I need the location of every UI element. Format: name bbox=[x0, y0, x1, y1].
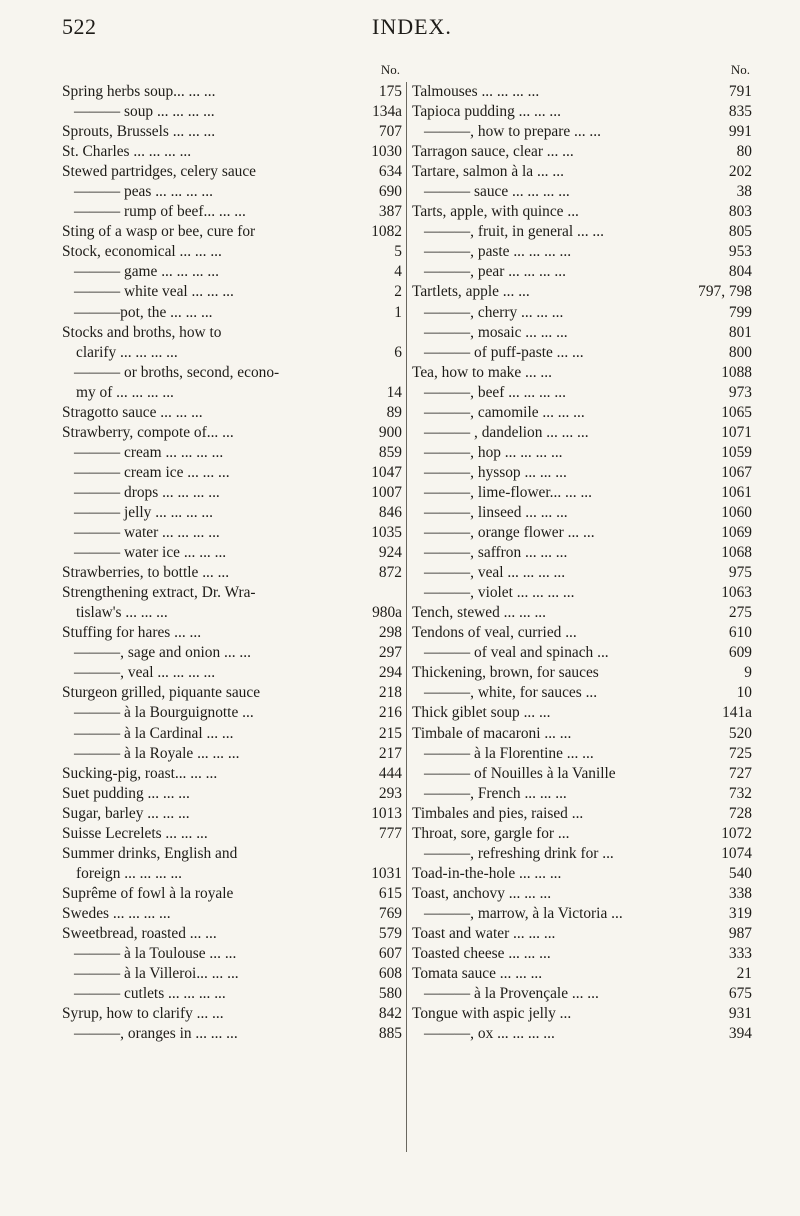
index-entry bbox=[412, 443, 752, 463]
index-entry bbox=[62, 182, 402, 202]
entry-term: ——— peas ... ... ... ... bbox=[74, 183, 213, 201]
entry-number: 298 bbox=[378, 624, 402, 642]
index-entry bbox=[62, 343, 402, 363]
entry-number: 1060 bbox=[721, 503, 752, 521]
entry-term: ——— rump of beef... ... ... bbox=[74, 203, 246, 221]
entry-number: 4 bbox=[394, 263, 402, 281]
entry-term: ———, mosaic ... ... ... bbox=[424, 323, 568, 341]
entry-number: 5 bbox=[394, 243, 402, 261]
index-entry bbox=[62, 82, 402, 102]
entry-term: Suprême of fowl à la royale bbox=[62, 884, 234, 902]
entry-term: Stocks and broths, how to bbox=[62, 323, 222, 341]
entry-term: ——— drops ... ... ... ... bbox=[74, 483, 220, 501]
entry-term: ——— à la Toulouse ... ... bbox=[74, 945, 237, 963]
entry-number: 1030 bbox=[371, 143, 402, 161]
entry-term: ——— cream ... ... ... ... bbox=[74, 443, 224, 461]
index-entry bbox=[412, 663, 752, 683]
entry-term: ——— water ... ... ... ... bbox=[74, 524, 220, 542]
index-entry bbox=[62, 663, 402, 683]
entry-term: Sweetbread, roasted ... ... bbox=[62, 924, 217, 942]
entry-term: ——— à la Villeroi... ... ... bbox=[74, 965, 239, 983]
entry-number: 987 bbox=[728, 924, 752, 942]
entry-number: 2 bbox=[394, 283, 402, 301]
entry-term: Strengthening extract, Dr. Wra- bbox=[62, 584, 256, 602]
entry-number: 791 bbox=[728, 83, 752, 100]
index-entry bbox=[412, 282, 752, 302]
entry-term: Timbales and pies, raised ... bbox=[412, 804, 584, 822]
entry-number: 297 bbox=[378, 644, 402, 662]
index-entry bbox=[62, 303, 402, 323]
entry-number: 608 bbox=[378, 965, 402, 983]
entry-term: ——— water ice ... ... ... bbox=[74, 544, 227, 562]
index-entry bbox=[62, 964, 402, 984]
entry-number: 540 bbox=[728, 864, 752, 882]
index-entry bbox=[412, 323, 752, 343]
entry-term: ———, veal ... ... ... ... bbox=[424, 564, 566, 582]
entry-term: Tongue with aspic jelly ... bbox=[412, 1005, 572, 1023]
entry-term: ———, French ... ... ... bbox=[424, 784, 567, 802]
index-entry bbox=[412, 964, 752, 984]
index-entry bbox=[412, 643, 752, 663]
entry-term: ——— à la Royale ... ... ... bbox=[74, 744, 240, 762]
entry-term: Tea, how to make ... ... bbox=[412, 363, 552, 381]
entry-term: ——— cream ice ... ... ... bbox=[74, 463, 230, 481]
index-entry bbox=[412, 563, 752, 583]
entry-term: ———pot, the ... ... ... bbox=[74, 303, 213, 321]
entry-number: 803 bbox=[728, 203, 752, 221]
index-entry bbox=[62, 383, 402, 403]
entry-term: Swedes ... ... ... ... bbox=[62, 904, 171, 922]
entry-term: Sturgeon grilled, piquante sauce bbox=[62, 684, 261, 702]
entry-term: ———, how to prepare ... ... bbox=[424, 123, 601, 141]
entry-term: ———, ox ... ... ... ... bbox=[424, 1025, 555, 1043]
entry-number: 615 bbox=[378, 884, 402, 902]
index-entry bbox=[62, 724, 402, 744]
page-number: 522 bbox=[62, 14, 97, 39]
entry-number: 1035 bbox=[371, 524, 402, 542]
entry-number: 804 bbox=[728, 263, 752, 281]
entry-term: Throat, sore, gargle for ... bbox=[412, 824, 570, 842]
entry-term: Sucking-pig, roast... ... ... bbox=[62, 764, 218, 782]
index-entry bbox=[62, 603, 402, 623]
entry-number: 728 bbox=[728, 804, 752, 822]
entry-number: 1031 bbox=[371, 864, 402, 882]
entry-term: ———, hop ... ... ... ... bbox=[424, 443, 563, 461]
entry-number: 924 bbox=[378, 544, 402, 562]
index-entry bbox=[412, 423, 752, 443]
entry-number: 294 bbox=[378, 664, 402, 682]
entry-term: ——— cutlets ... ... ... ... bbox=[74, 985, 226, 1003]
entry-term: Toast, anchovy ... ... ... bbox=[412, 884, 552, 902]
entry-number: 394 bbox=[728, 1025, 752, 1043]
entry-number: 1082 bbox=[371, 223, 402, 241]
entry-term: ——— à la Cardinal ... ... bbox=[74, 724, 234, 742]
entry-number: 275 bbox=[728, 604, 752, 622]
entry-term: ———, veal ... ... ... ... bbox=[74, 664, 216, 682]
index-entry bbox=[412, 683, 752, 703]
entry-number: 634 bbox=[378, 163, 402, 181]
entry-number: 218 bbox=[378, 684, 402, 702]
entry-number: 707 bbox=[378, 123, 402, 141]
entry-number: 333 bbox=[728, 945, 752, 963]
entry-number: 799 bbox=[728, 303, 752, 321]
entry-term: ———, cherry ... ... ... bbox=[424, 303, 564, 321]
entry-term: foreign ... ... ... ... bbox=[76, 864, 183, 882]
entry-number: 38 bbox=[736, 183, 752, 201]
index-entry bbox=[62, 764, 402, 784]
entry-term: Tarts, apple, with quince ... bbox=[412, 203, 579, 221]
entry-number: 931 bbox=[728, 1005, 752, 1023]
entry-number: 444 bbox=[378, 764, 402, 782]
entry-term: Summer drinks, English and bbox=[62, 844, 238, 862]
entry-term: ——— jelly ... ... ... ... bbox=[74, 503, 213, 521]
entry-term: St. Charles ... ... ... ... bbox=[62, 143, 192, 161]
entry-term: Tapioca pudding ... ... ... bbox=[412, 103, 561, 121]
entry-number: 727 bbox=[728, 764, 752, 782]
entry-number: 1 bbox=[394, 303, 402, 321]
index-entry bbox=[412, 804, 752, 824]
entry-term: ———, white, for sauces ... bbox=[424, 684, 598, 702]
entry-number: 872 bbox=[378, 564, 402, 582]
entry-term: ——— of Nouilles à la Vanille bbox=[424, 764, 616, 782]
entry-term: ———, saffron ... ... ... bbox=[424, 544, 568, 562]
entry-number: 1065 bbox=[721, 403, 752, 421]
entry-term: Sting of a wasp or bee, cure for bbox=[62, 223, 256, 241]
entry-term: ———, fruit, in general ... ... bbox=[424, 223, 604, 241]
entry-term: Sugar, barley ... ... ... bbox=[62, 804, 190, 822]
entry-number: 10 bbox=[736, 684, 752, 702]
entry-term: ——— game ... ... ... ... bbox=[74, 263, 219, 281]
index-entry bbox=[62, 844, 402, 864]
index-column-left bbox=[62, 62, 402, 1044]
index-entry bbox=[62, 202, 402, 222]
index-entry bbox=[412, 583, 752, 603]
column-divider bbox=[406, 82, 407, 1152]
index-entry bbox=[62, 403, 402, 423]
entry-number: 319 bbox=[728, 904, 752, 922]
entry-number: 1072 bbox=[721, 824, 752, 842]
index-entry bbox=[412, 363, 752, 383]
index-entry bbox=[412, 162, 752, 182]
entry-term: Tendons of veal, curried ... bbox=[412, 624, 577, 642]
index-entry bbox=[62, 623, 402, 643]
entry-term: ——— sauce ... ... ... ... bbox=[424, 183, 570, 201]
index-entry bbox=[62, 784, 402, 804]
entry-term: tislaw's ... ... ... bbox=[76, 604, 168, 622]
index-entry bbox=[412, 623, 752, 643]
index-entry bbox=[62, 924, 402, 944]
entry-number: 21 bbox=[736, 965, 752, 983]
index-entry bbox=[412, 944, 752, 964]
entry-number: 6 bbox=[394, 343, 402, 361]
entry-number: 769 bbox=[378, 904, 402, 922]
entry-number: 338 bbox=[728, 884, 752, 902]
entry-number: 1047 bbox=[371, 463, 402, 481]
index-entry bbox=[62, 483, 402, 503]
entry-term: ———, linseed ... ... ... bbox=[424, 503, 568, 521]
index-entry bbox=[62, 363, 402, 383]
index-entry bbox=[412, 824, 752, 844]
entry-number: 900 bbox=[378, 423, 402, 441]
index-entry bbox=[62, 523, 402, 543]
index-entry bbox=[412, 222, 752, 242]
entry-term: ——— of veal and spinach ... bbox=[424, 644, 609, 662]
entry-number: 9 bbox=[744, 664, 752, 682]
entry-number: 805 bbox=[728, 223, 752, 241]
index-entry bbox=[62, 904, 402, 924]
index-entry bbox=[62, 1024, 402, 1044]
entry-term: Thickening, brown, for sauces bbox=[412, 664, 599, 682]
entry-term: Thick giblet soup ... ... bbox=[412, 704, 551, 722]
running-head: INDEX. bbox=[372, 14, 452, 39]
entry-number: 953 bbox=[728, 243, 752, 261]
index-column-right bbox=[412, 62, 752, 1044]
entry-term: ———, refreshing drink for ... bbox=[424, 844, 614, 862]
entry-number: 134a bbox=[372, 103, 402, 121]
entry-term: my of ... ... ... ... bbox=[76, 383, 174, 401]
entry-term: ———, violet ... ... ... ... bbox=[424, 584, 575, 602]
entry-number: 1068 bbox=[721, 544, 752, 562]
entry-number: 835 bbox=[728, 103, 752, 121]
index-entry bbox=[62, 703, 402, 723]
entry-number: 607 bbox=[378, 945, 402, 963]
entry-term: ———, pear ... ... ... ... bbox=[424, 263, 566, 281]
entry-number: 387 bbox=[378, 203, 402, 221]
entry-number: 777 bbox=[378, 824, 402, 842]
entry-term: Tartlets, apple ... ... bbox=[412, 283, 530, 301]
index-entry bbox=[412, 82, 752, 102]
index-entry bbox=[62, 463, 402, 483]
entry-term: ———, orange flower ... ... bbox=[424, 524, 595, 542]
entry-term: Strawberries, to bottle ... ... bbox=[62, 564, 230, 582]
index-entry bbox=[62, 683, 402, 703]
index-entry bbox=[412, 403, 752, 423]
entry-number: 216 bbox=[378, 704, 402, 722]
entry-term: ——— soup ... ... ... ... bbox=[74, 103, 215, 121]
entry-number: 991 bbox=[728, 123, 752, 141]
entry-term: Sprouts, Brussels ... ... ... bbox=[62, 123, 216, 141]
entry-number: 215 bbox=[378, 724, 402, 742]
index-entry bbox=[62, 443, 402, 463]
entry-term: Tarragon sauce, clear ... ... bbox=[412, 143, 574, 161]
entry-term: Stock, economical ... ... ... bbox=[62, 243, 222, 261]
entry-number: 609 bbox=[728, 644, 752, 662]
entry-term: ——— or broths, second, econo- bbox=[74, 363, 280, 381]
index-entry bbox=[412, 303, 752, 323]
entry-number: 293 bbox=[378, 784, 402, 802]
index-entry bbox=[62, 824, 402, 844]
index-entry bbox=[62, 944, 402, 964]
entry-number: 1007 bbox=[371, 483, 402, 501]
entry-term: Stewed partridges, celery sauce bbox=[62, 163, 257, 181]
entry-number: 14 bbox=[386, 383, 402, 401]
entry-number: 973 bbox=[728, 383, 752, 401]
entry-number: 801 bbox=[728, 323, 752, 341]
index-entry bbox=[412, 182, 752, 202]
index-entry bbox=[62, 242, 402, 262]
entry-number: 1088 bbox=[721, 363, 752, 381]
entry-number: 732 bbox=[728, 784, 752, 802]
entry-term: Stuffing for hares ... ... bbox=[62, 624, 202, 642]
entry-term: Syrup, how to clarify ... ... bbox=[62, 1005, 224, 1023]
entry-term: ——— à la Florentine ... ... bbox=[424, 744, 594, 762]
index-entry bbox=[412, 202, 752, 222]
index-entry bbox=[412, 844, 752, 864]
entry-number: 975 bbox=[728, 564, 752, 582]
entry-number: 141a bbox=[722, 704, 752, 722]
entry-term: Toasted cheese ... ... ... bbox=[412, 945, 551, 963]
entry-number: 859 bbox=[378, 443, 402, 461]
index-entry bbox=[412, 383, 752, 403]
index-entry bbox=[412, 262, 752, 282]
entry-number: 797, 798 bbox=[698, 283, 752, 301]
entry-number: 1067 bbox=[721, 463, 752, 481]
entry-number: 610 bbox=[728, 624, 752, 642]
index-entry bbox=[412, 924, 752, 944]
index-entry bbox=[412, 122, 752, 142]
entry-term: ——— à la Bourguignotte ... bbox=[74, 704, 254, 722]
entry-term: ———, camomile ... ... ... bbox=[424, 403, 585, 421]
entry-number: 800 bbox=[728, 343, 752, 361]
index-entry bbox=[412, 102, 752, 122]
entry-number: 1074 bbox=[721, 844, 752, 862]
index-entry bbox=[62, 102, 402, 122]
index-entry bbox=[412, 543, 752, 563]
entry-number: 520 bbox=[728, 724, 752, 742]
index-entry bbox=[62, 563, 402, 583]
index-entry bbox=[62, 864, 402, 884]
entry-number: 1059 bbox=[721, 443, 752, 461]
index-entry bbox=[62, 162, 402, 182]
index-entry bbox=[62, 262, 402, 282]
entry-number: 725 bbox=[728, 744, 752, 762]
index-entry bbox=[412, 864, 752, 884]
entry-number: 217 bbox=[378, 744, 402, 762]
entry-term: Tartare, salmon à la ... ... bbox=[412, 163, 564, 181]
index-entry bbox=[62, 282, 402, 302]
entry-term: ——— white veal ... ... ... bbox=[74, 283, 234, 301]
entry-number: 846 bbox=[378, 503, 402, 521]
entry-term: Suet pudding ... ... ... bbox=[62, 784, 190, 802]
index-entry bbox=[62, 423, 402, 443]
entry-term: Stragotto sauce ... ... ... bbox=[62, 403, 203, 421]
entry-term: ——— , dandelion ... ... ... bbox=[424, 423, 589, 441]
index-entry bbox=[412, 483, 752, 503]
entry-number: 675 bbox=[728, 985, 752, 1003]
index-entry bbox=[412, 884, 752, 904]
entry-number: 175 bbox=[378, 83, 402, 100]
index-entry bbox=[62, 323, 402, 343]
entry-number: 89 bbox=[386, 403, 402, 421]
index-entry bbox=[412, 703, 752, 723]
index-entry bbox=[412, 343, 752, 363]
index-entry bbox=[62, 744, 402, 764]
index-entry bbox=[412, 242, 752, 262]
column-header-no: No. bbox=[380, 62, 400, 77]
entry-number: 1071 bbox=[721, 423, 752, 441]
index-entry bbox=[412, 984, 752, 1004]
index-entry bbox=[412, 603, 752, 623]
entry-term: ———, sage and onion ... ... bbox=[74, 644, 251, 662]
entry-term: Suisse Lecrelets ... ... ... bbox=[62, 824, 208, 842]
index-entry bbox=[412, 142, 752, 162]
index-entry bbox=[62, 643, 402, 663]
index-entry bbox=[62, 122, 402, 142]
index-entry bbox=[412, 503, 752, 523]
entry-term: Spring herbs soup... ... ... bbox=[62, 83, 216, 100]
index-entry bbox=[62, 142, 402, 162]
entry-number: 690 bbox=[378, 183, 402, 201]
index-entry bbox=[62, 222, 402, 242]
entry-term: ———, paste ... ... ... ... bbox=[424, 243, 572, 261]
index-entry bbox=[412, 784, 752, 804]
entry-term: ———, marrow, à la Victoria ... bbox=[424, 904, 623, 922]
entry-term: clarify ... ... ... ... bbox=[76, 343, 178, 361]
entry-number: 1061 bbox=[721, 483, 752, 501]
column-header-no: No. bbox=[730, 62, 750, 77]
entry-number: 1069 bbox=[721, 524, 752, 542]
entry-number: 202 bbox=[728, 163, 752, 181]
entry-term: Timbale of macaroni ... ... bbox=[412, 724, 572, 742]
entry-number: 842 bbox=[378, 1005, 402, 1023]
index-entry bbox=[62, 884, 402, 904]
entry-number: 80 bbox=[736, 143, 752, 161]
index-entry bbox=[412, 1024, 752, 1044]
index-entry bbox=[62, 1004, 402, 1024]
entry-number: 580 bbox=[378, 985, 402, 1003]
entry-number: 980a bbox=[372, 604, 402, 622]
index-entry bbox=[62, 804, 402, 824]
entry-term: ——— of puff-paste ... ... bbox=[424, 343, 584, 361]
index-entry bbox=[412, 463, 752, 483]
entry-term: ———, lime-flower... ... ... bbox=[424, 483, 592, 501]
entry-term: ———, beef ... ... ... ... bbox=[424, 383, 566, 401]
index-entry bbox=[62, 543, 402, 563]
index-entry bbox=[62, 984, 402, 1004]
entry-number: 1063 bbox=[721, 584, 752, 602]
entry-term: Tomata sauce ... ... ... bbox=[412, 965, 543, 983]
index-entry bbox=[412, 523, 752, 543]
entry-number: 1013 bbox=[371, 804, 402, 822]
index-entry bbox=[62, 503, 402, 523]
index-entry bbox=[412, 724, 752, 744]
index-entry bbox=[412, 744, 752, 764]
entry-term: Toast and water ... ... ... bbox=[412, 924, 556, 942]
entry-term: Strawberry, compote of... ... bbox=[62, 423, 234, 441]
entry-term: ———, hyssop ... ... ... bbox=[424, 463, 567, 481]
entry-term: Toad-in-the-hole ... ... ... bbox=[412, 864, 562, 882]
entry-term: Talmouses ... ... ... ... bbox=[412, 83, 540, 100]
index-entry bbox=[62, 583, 402, 603]
index-entry bbox=[412, 1004, 752, 1024]
index-entry bbox=[412, 904, 752, 924]
entry-number: 579 bbox=[378, 924, 402, 942]
entry-term: ——— à la Provençale ... ... bbox=[424, 985, 599, 1003]
index-entry bbox=[412, 764, 752, 784]
entry-term: ———, oranges in ... ... ... bbox=[74, 1025, 238, 1043]
entry-term: Tench, stewed ... ... ... bbox=[412, 604, 546, 622]
entry-number: 885 bbox=[378, 1025, 402, 1043]
